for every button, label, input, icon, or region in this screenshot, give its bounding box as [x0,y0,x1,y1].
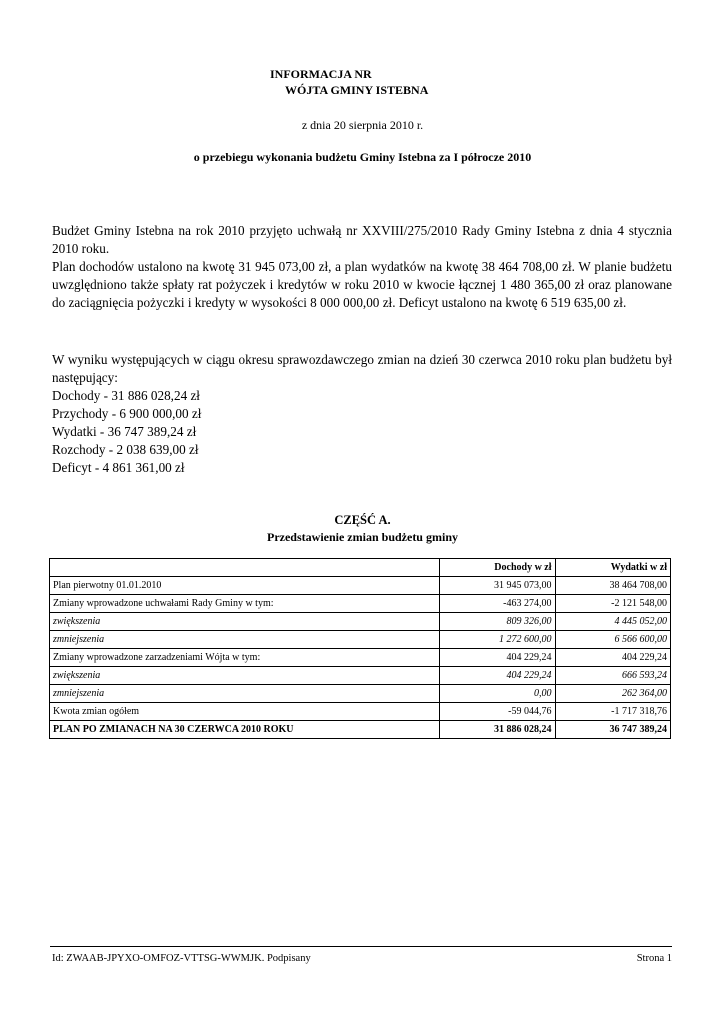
row-income: 404 229,24 [440,667,555,685]
row-expense: 38 464 708,00 [555,577,670,595]
document-date: z dnia 20 sierpnia 2010 r. [301,118,424,132]
row-expense: 36 747 389,24 [555,721,670,739]
budget-changes-paragraph [52,351,672,477]
budget-plan-text: Plan dochodów ustalono na kwotę 31 945 073,00 zł, a plan wydatków na kwotę 38 464 708,00 zł. W planie budżetu uwzględniono także spłaty rat pożyczek i kredytów w roku 2010 w kwocie łącznej 1 480 365,00 zł oraz planowane do zaciągnięcia pożyczki i kredyty w wysokości 8 000 000,00 zł. Deficyt ustalono na kwotę 6 519 635,00 zł. [52,259,672,310]
document-id: Id: ZWAAB-JPYXO-OMFOZ-VTTSG-WWMJK. Podpisany [52,953,311,964]
row-income: 809 326,00 [440,613,555,631]
table-total-row [50,721,671,739]
row-expense: -1 717 318,76 [555,703,670,721]
summary-item-outflows: Rozchody - 2 038 639,00 zł [52,442,199,457]
document-subject: o przebiegu wykonania budżetu Gminy Istebna za I półrocze 2010 [193,150,532,164]
summary-item-revenue: Przychody - 6 900 000,00 zł [52,406,202,421]
document-title: INFORMACJA NR [270,67,372,81]
budget-adoption-text: Budżet Gminy Istebna na rok 2010 przyjęto uchwałą nr XXVIII/275/2010 Rady Gminy Istebna z dnia 4 stycznia 2010 roku. [52,223,672,256]
row-label: PLAN PO ZMIANACH NA 30 CZERWCA 2010 ROKU [50,721,440,739]
row-label: zwiększenia [50,613,440,631]
row-label: Zmiany wprowadzone uchwałami Rady Gminy w tym: [50,595,440,613]
row-income: -463 274,00 [440,595,555,613]
table-header-label [50,559,440,577]
summary-item-deficit: Deficyt - 4 861 361,00 zł [52,460,185,475]
row-income: 404 229,24 [440,649,555,667]
row-expense: 4 445 052,00 [555,613,670,631]
table-row [50,577,671,595]
budget-changes-intro: W wyniku występujących w ciągu okresu sprawozdawczego zmian na dzień 30 czerwca 2010 roku plan budżetu był następujący: [52,352,672,385]
summary-item-expenses: Wydatki - 36 747 389,24 zł [52,424,197,439]
row-expense: 666 593,24 [555,667,670,685]
row-expense: 262 364,00 [555,685,670,703]
row-label: Kwota zmian ogółem [50,703,440,721]
table-row [50,685,671,703]
row-expense: 404 229,24 [555,649,670,667]
footer-divider [50,946,672,947]
row-income: -59 044,76 [440,703,555,721]
table-row [50,595,671,613]
table-row [50,613,671,631]
row-income: 31 945 073,00 [440,577,555,595]
table-row [50,703,671,721]
budget-intro-paragraph [52,222,672,312]
table-row [50,649,671,667]
table-row [50,631,671,649]
row-label: Zmiany wprowadzone zarzadzeniami Wójta w tym: [50,649,440,667]
row-label: zmniejszenia [50,685,440,703]
row-expense: -2 121 548,00 [555,595,670,613]
row-income: 0,00 [440,685,555,703]
page-number: Strona 1 [636,953,672,964]
row-label: zwiększenia [50,667,440,685]
document-authority: WÓJTA GMINY ISTEBNA [285,83,429,97]
table-header-row [50,559,671,577]
section-subtitle: Przedstawienie zmian budżetu gminy [267,530,458,544]
row-label: Plan pierwotny 01.01.2010 [50,577,440,595]
row-income: 31 886 028,24 [440,721,555,739]
budget-changes-table [49,558,671,739]
table-header-income: Dochody w zł [440,559,555,577]
section-title: CZĘŚĆ A. [334,513,391,527]
table-row [50,667,671,685]
row-income: 1 272 600,00 [440,631,555,649]
summary-item-income: Dochody - 31 886 028,24 zł [52,388,200,403]
row-label: zmniejszenia [50,631,440,649]
table-header-expense: Wydatki w zł [555,559,670,577]
row-expense: 6 566 600,00 [555,631,670,649]
